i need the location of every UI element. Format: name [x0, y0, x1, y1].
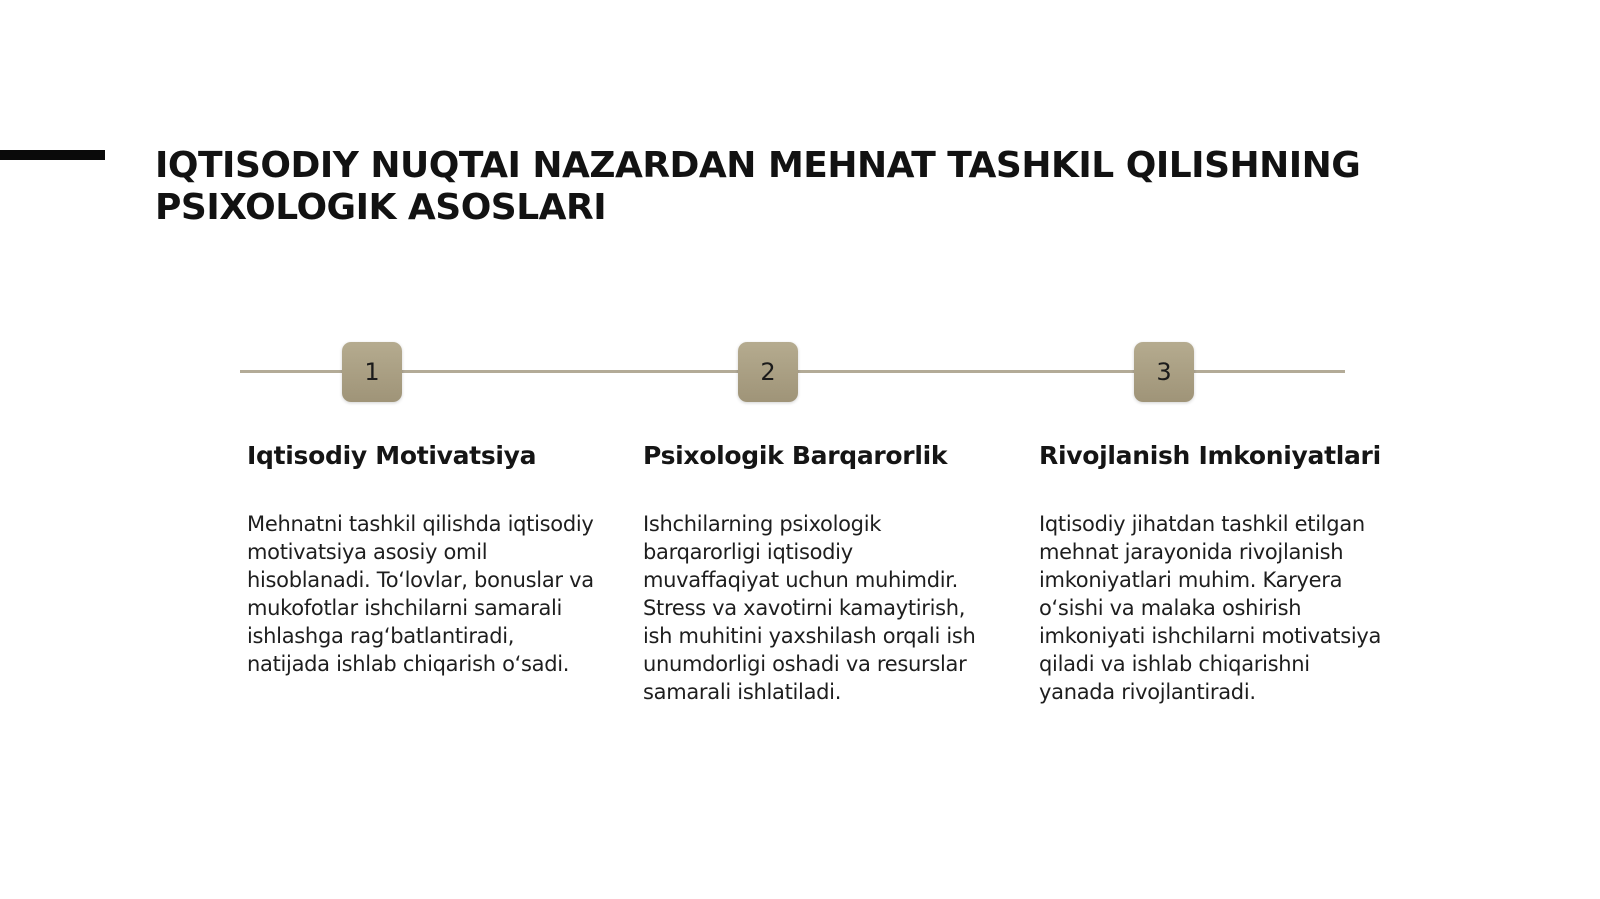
title-accent-bar: [0, 150, 105, 160]
step-text-2: Ishchilarning psixologik barqarorligi iqtisodiy muvaffaqiyat uchun muhimdir. Stress va xavotirni kamaytirish, ish muhitini yaxshilash orqali ish unumdorligi oshadi va resurslar samarali ishlatiladi.: [643, 512, 976, 704]
step-heading-3: Rivojlanish Imkoniyatlari: [1039, 441, 1381, 470]
slide-title: IQTISODIY NUQTAI NAZARDAN MEHNAT TASHKIL QILISHNING PSIXOLOGIK ASOSLARI: [155, 145, 1361, 228]
step-text-1: Mehnatni tashkil qilishda iqtisodiy motivatsiya asosiy omil hisoblanadi. To‘lovlar, bonuslar va mukofotlar ishchilarni samarali ishlashga rag‘batlantiradi, natijada ishlab chiqarish o‘sadi.: [247, 512, 594, 676]
step-badge-3: 3: [1134, 342, 1194, 402]
step-text-3: Iqtisodiy jihatdan tashkil etilgan mehnat jarayonida rivojlanish imkoniyatlari muhim. Karyera o‘sishi va malaka oshirish imkoniyati ishchilarni motivatsiya qiladi va ishlab chiqarishni yanada rivojlantiradi.: [1039, 512, 1382, 704]
step-column-1: [247, 440, 597, 678]
step-column-2: [643, 440, 993, 706]
step-heading-2: Psixologik Barqarorlik: [643, 441, 948, 470]
step-badge-1: 1: [342, 342, 402, 402]
step-badge-2: 2: [738, 342, 798, 402]
step-column-3: [1039, 440, 1389, 706]
step-heading-1: Iqtisodiy Motivatsiya: [247, 441, 537, 470]
